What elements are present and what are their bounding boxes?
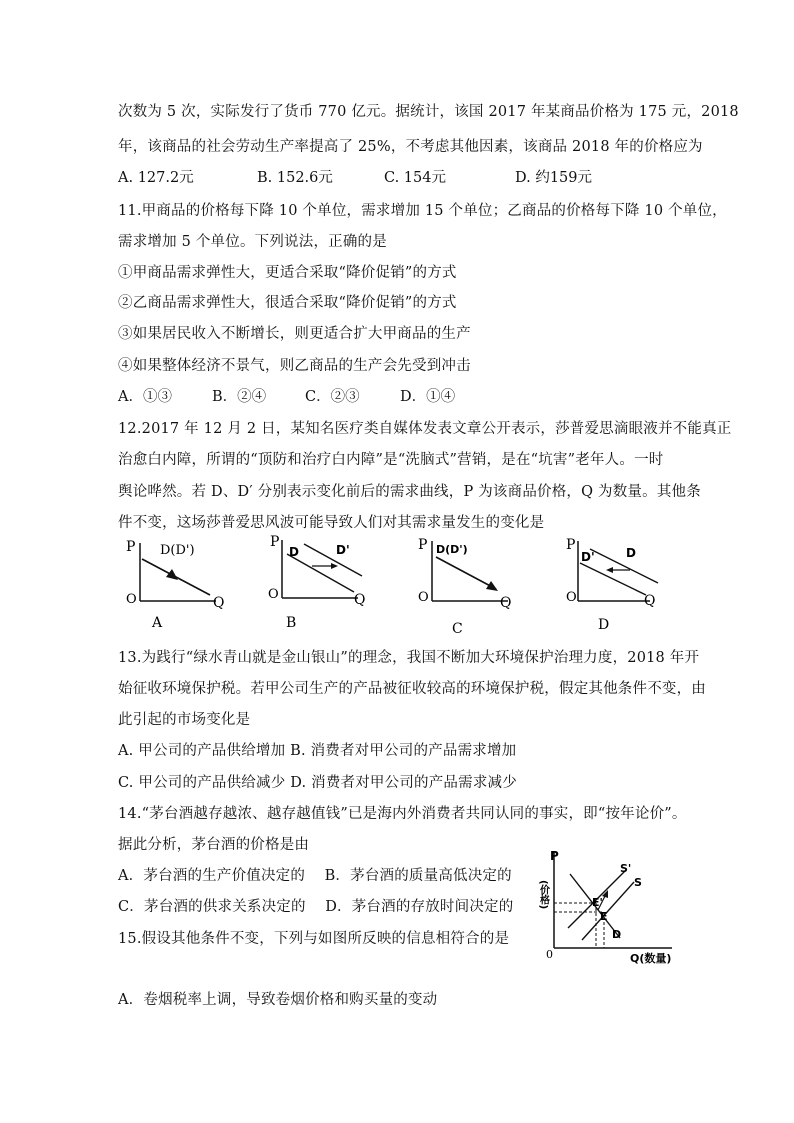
curve-d-label: D [289, 545, 299, 559]
axis-p-label: P [270, 534, 280, 550]
q14-stem-line-2: 据此分析，茅台酒的价格是由 [118, 837, 310, 853]
q12-graph-c [412, 535, 522, 637]
q10-option-b: B. 152.6元 [257, 170, 333, 186]
equilibrium-e-prime-label: E' [592, 896, 603, 909]
q11-statement-1: ①甲商品需求弹性大，更适合采取“降价促销”的方式 [118, 265, 457, 281]
price-axis-unit: (价格) [537, 880, 549, 910]
q11-stem-line-1: 11.甲商品的价格每下降 10 个单位，需求增加 15 个单位；乙商品的价格每下降 10 个单位， [118, 203, 727, 219]
q12-stem-line-3: 舆论哗然。若 D、D′ 分别表示变化前后的需求曲线，P 为该商品价格，Q 为数量。其他条 [118, 484, 701, 500]
q11-statement-2: ②乙商品需求弹性大，很适合采取“降价促销”的方式 [118, 295, 457, 311]
axis-p-label: P [566, 537, 576, 553]
curve-label: D(D') [160, 543, 195, 558]
axis-o-label: O [566, 590, 577, 605]
q10-option-c: C. 154元 [384, 170, 446, 186]
graph-caption: D [598, 617, 610, 633]
equilibrium-e-label: E [600, 910, 608, 923]
q11-option-b: B．②④ [212, 389, 267, 405]
quantity-axis-label: Q(数量) [630, 952, 672, 965]
axis-q-label: Q [213, 595, 225, 611]
q10-stem-line-2: 年，该商品的社会劳动生产率提高了 25%，不考虑其他因素，该商品 2018 年的价格应为 [118, 139, 703, 155]
curve-label: D(D') [436, 543, 468, 556]
q13-options-cd: C. 甲公司的产品供给减少 D. 消费者对甲公司的产品需求减少 [118, 775, 517, 791]
q11-option-a: A．①③ [118, 389, 172, 405]
demand-d-label: D [612, 928, 622, 941]
price-axis-label: P [550, 849, 559, 863]
q11-option-d: D．①④ [400, 389, 456, 405]
q15-supply-demand-graph [528, 848, 678, 968]
axis-q-label: Q [644, 593, 656, 609]
q11-stem-line-2: 需求增加 5 个单位。下列说法，正确的是 [118, 234, 387, 250]
axis-p-label: P [126, 539, 136, 555]
supply-s-prime-label: S' [620, 862, 632, 875]
graph-caption: B [286, 615, 297, 631]
curve-d-label: D [626, 546, 636, 560]
q13-options-ab: A. 甲公司的产品供给增加 B. 消费者对甲公司的产品需求增加 [118, 743, 517, 759]
q10-option-a: A. 127.2元 [118, 170, 194, 186]
q15-stem: 15.假设其他条件不变，下列与如图所反映的信息相符合的是 [118, 931, 510, 947]
q11-option-c: C．②③ [305, 389, 360, 405]
q14-stem-line-1: 14.“茅台酒越存越浓、越存越值钱”已是海内外消费者共同认同的事实，即“按年论价”。 [118, 806, 687, 822]
graph-caption: C [452, 621, 463, 637]
q12-stem-line-2: 治愈白内障，所谓的“顶防和治疗白内障”是“洗脑式”营销，是在“坑害”老年人。一时 [118, 452, 664, 468]
q13-stem-line-3: 此引起的市场变化是 [118, 712, 251, 728]
axis-q-label: Q [354, 592, 366, 608]
supply-s-label: S [634, 876, 642, 889]
q12-graph-b [262, 532, 372, 632]
q11-statement-4: ④如果整体经济不景气，则乙商品的生产会先受到冲击 [118, 358, 471, 374]
q12-graph-d [558, 535, 668, 635]
q13-stem-line-2: 始征收环境保护税。若甲公司生产的产品被征收较高的环境保护税，假定其他条件不变，由 [118, 681, 706, 697]
axis-o-label: O [126, 592, 137, 607]
axis-q-label: Q [500, 595, 512, 611]
axis-o-label: O [418, 590, 429, 605]
axis-o-label: O [268, 587, 279, 602]
q10-option-d: D. 约159元 [515, 170, 593, 186]
q14-options-cd: C．茅台酒的供求关系决定的 D．茅台酒的存放时间决定的 [118, 899, 514, 915]
axis-p-label: P [418, 537, 428, 553]
q13-stem-line-1: 13.为践行“绿水青山就是金山银山”的理念，我国不断加大环境保护治理力度，2018 年开 [118, 650, 700, 666]
q10-stem-line-1: 次数为 5 次，实际发行了货币 770 亿元。据统计，该国 2017 年某商品价格为 175 元，2018 [118, 104, 739, 120]
q14-options-ab: A．茅台酒的生产价值决定的 B．茅台酒的质量高低决定的 [118, 868, 512, 884]
curve-d-prime-label: D' [581, 550, 595, 564]
q11-statement-3: ③如果居民收入不断增长，则更适合扩大甲商品的生产 [118, 326, 471, 342]
q15-option-a: A．卷烟税率上调，导致卷烟价格和购买量的变动 [118, 992, 438, 1008]
curve-d-prime-label: D' [336, 543, 350, 557]
q12-graph-a [120, 535, 230, 635]
origin-label: 0 [546, 948, 553, 961]
q12-stem-line-4: 件不变，这场莎普爱思风波可能导致人们对其需求量发生的变化是 [118, 515, 545, 531]
q12-stem-line-1: 12.2017 年 12 月 2 日，某知名医疗类自媒体发表文章公开表示，莎普爱思滴眼液并不能真正 [118, 421, 732, 437]
graph-caption: A [152, 615, 163, 631]
